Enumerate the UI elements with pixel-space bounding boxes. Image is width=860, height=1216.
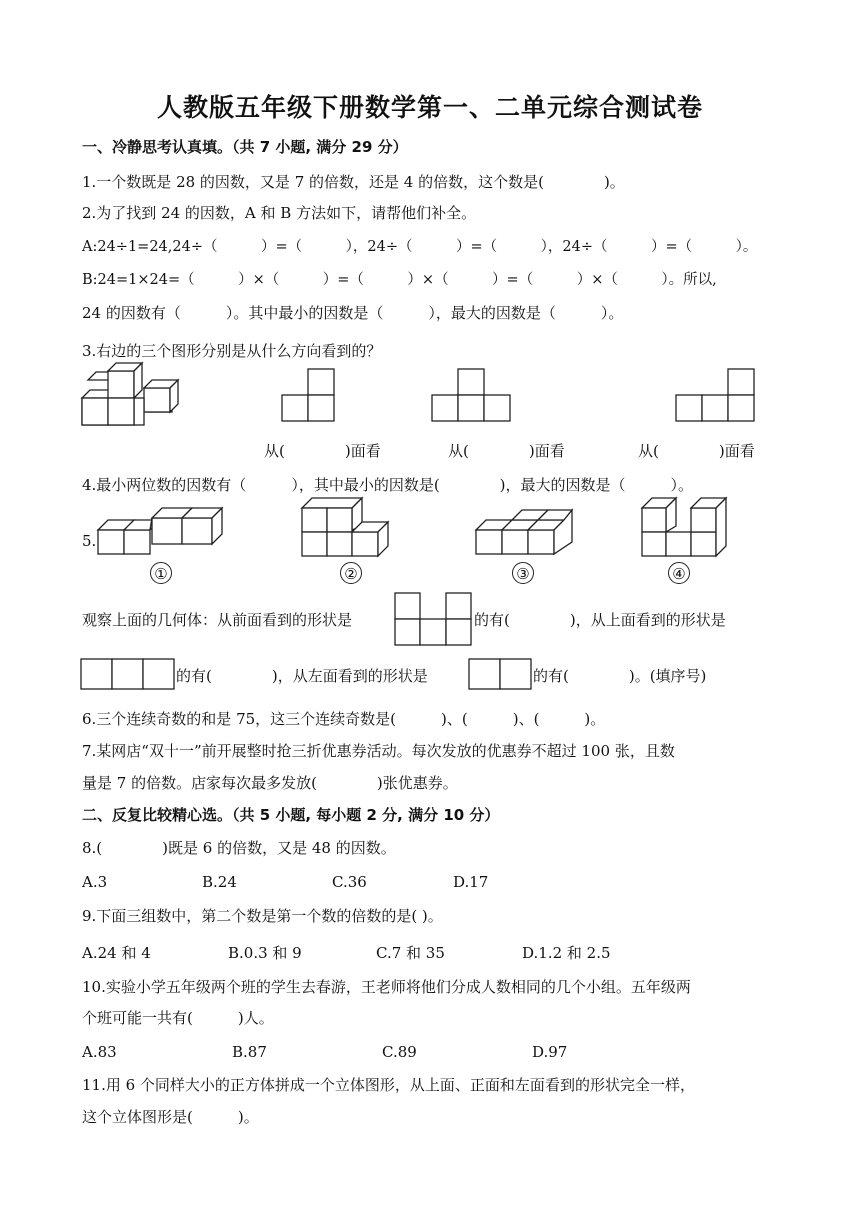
q9-option-d: D.1.2 和 2.5 — [522, 944, 611, 962]
question-10-line-1: 10.实验小学五年级两个班的学生去春游，王老师将他们分成人数相同的几个小组。五年级两 — [82, 978, 691, 996]
figure-label-1: ① — [150, 562, 172, 584]
q10-option-a: A.83 — [82, 1043, 117, 1061]
question-8: 8.( )既是 6 的倍数，又是 48 的因数。 — [82, 839, 396, 857]
question-2-method-a: A:24÷1=24,24÷（ ）=（ ），24÷（ ）=（ ），24÷（ ）=（ ）。 — [82, 239, 758, 255]
q5-figure-1 — [96, 506, 226, 558]
figure-label-3: ③ — [512, 562, 534, 584]
q8-option-c: C.36 — [332, 873, 367, 891]
question-10-line-2: 个班可能一共有( )人。 — [82, 1009, 274, 1027]
q3-view-1 — [280, 368, 340, 424]
question-7-line-1: 7.某网店“双十一”前开展整时抢三折优惠券活动。每次发放的优惠券不超过 100 张，且数 — [82, 742, 675, 760]
page-title: 人教版五年级下册数学第一、二单元综合测试卷 — [156, 93, 703, 122]
q3-view-3-label: 从( )面看 — [638, 442, 755, 460]
figure-label-2: ② — [340, 562, 362, 584]
question-2-conclusion: 24 的因数有（ ）。其中最小的因数是（ ），最大的因数是（ ）。 — [82, 304, 624, 322]
question-1: 1.一个数既是 28 的因数，又是 7 的倍数，还是 4 的倍数，这个数是( )。 — [82, 173, 625, 191]
q9-option-b: B.0.3 和 9 — [228, 944, 302, 962]
q9-option-a: A.24 和 4 — [82, 944, 151, 962]
question-2-method-b: B:24=1×24=（ ）×（ ）=（ ）×（ ）=（ ）×（ ）。所以, — [82, 272, 717, 288]
q8-option-b: B.24 — [202, 873, 237, 891]
q3-cube-figure — [80, 360, 190, 430]
q8-option-d: D.17 — [453, 873, 489, 891]
q5-figure-4 — [640, 496, 730, 558]
figure-label-4: ④ — [668, 562, 690, 584]
q5-figure-3 — [474, 506, 574, 558]
question-4: 4.最小两位数的因数有（ ），其中最小的因数是( )，最大的因数是（ ）。 — [82, 476, 694, 494]
question-7-line-2: 量是 7 的倍数。店家每次最多发放( )张优惠券。 — [82, 774, 458, 792]
q5-top-view-text: 的有( )，从上面看到的形状是 — [474, 611, 726, 629]
q10-option-d: D.97 — [532, 1043, 568, 1061]
q5-front-view-text: 观察上面的几何体：从前面看到的形状是 — [82, 611, 353, 629]
q3-view-1-label: 从( )面看 — [264, 442, 381, 460]
q8-option-a: A.3 — [82, 873, 108, 891]
section-1-heading: 一、冷静思考认真填。（共 7 小题, 满分 29 分） — [82, 138, 408, 156]
question-3: 3.右边的三个图形分别是从什么方向看到的？ — [82, 342, 382, 360]
q5-top-view-shape — [80, 658, 178, 692]
question-5-label: 5. — [82, 532, 97, 550]
question-11-line-2: 这个立体图形是( )。 — [82, 1108, 259, 1126]
q3-view-2 — [430, 368, 514, 424]
q3-view-3 — [674, 368, 758, 424]
question-11-line-1: 11.用 6 个同样大小的正方体拼成一个立体图形，从上面、正面和左面看到的形状完全一样， — [82, 1076, 695, 1094]
q3-view-2-label: 从( )面看 — [448, 442, 565, 460]
q5-figure-2 — [300, 496, 396, 558]
question-6: 6.三个连续奇数的和是 75，这三个连续奇数是( )、( )、( )。 — [82, 710, 606, 728]
q9-option-c: C.7 和 35 — [376, 944, 445, 962]
question-2: 2.为了找到 24 的因数，A 和 B 方法如下，请帮他们补全。 — [82, 204, 477, 222]
question-9: 9.下面三组数中，第二个数是第一个数的倍数的是( )。 — [82, 907, 443, 925]
q5-left-view-shape — [468, 658, 534, 692]
q10-option-b: B.87 — [232, 1043, 267, 1061]
q5-fill-in-text: 的有( )。(填序号) — [533, 667, 707, 685]
q5-left-view-text: 的有( )，从左面看到的形状是 — [176, 667, 428, 685]
section-2-heading: 二、反复比较精心选。（共 5 小题, 每小题 2 分, 满分 10 分） — [82, 806, 500, 824]
q5-front-view-shape — [394, 592, 474, 648]
q10-option-c: C.89 — [382, 1043, 417, 1061]
